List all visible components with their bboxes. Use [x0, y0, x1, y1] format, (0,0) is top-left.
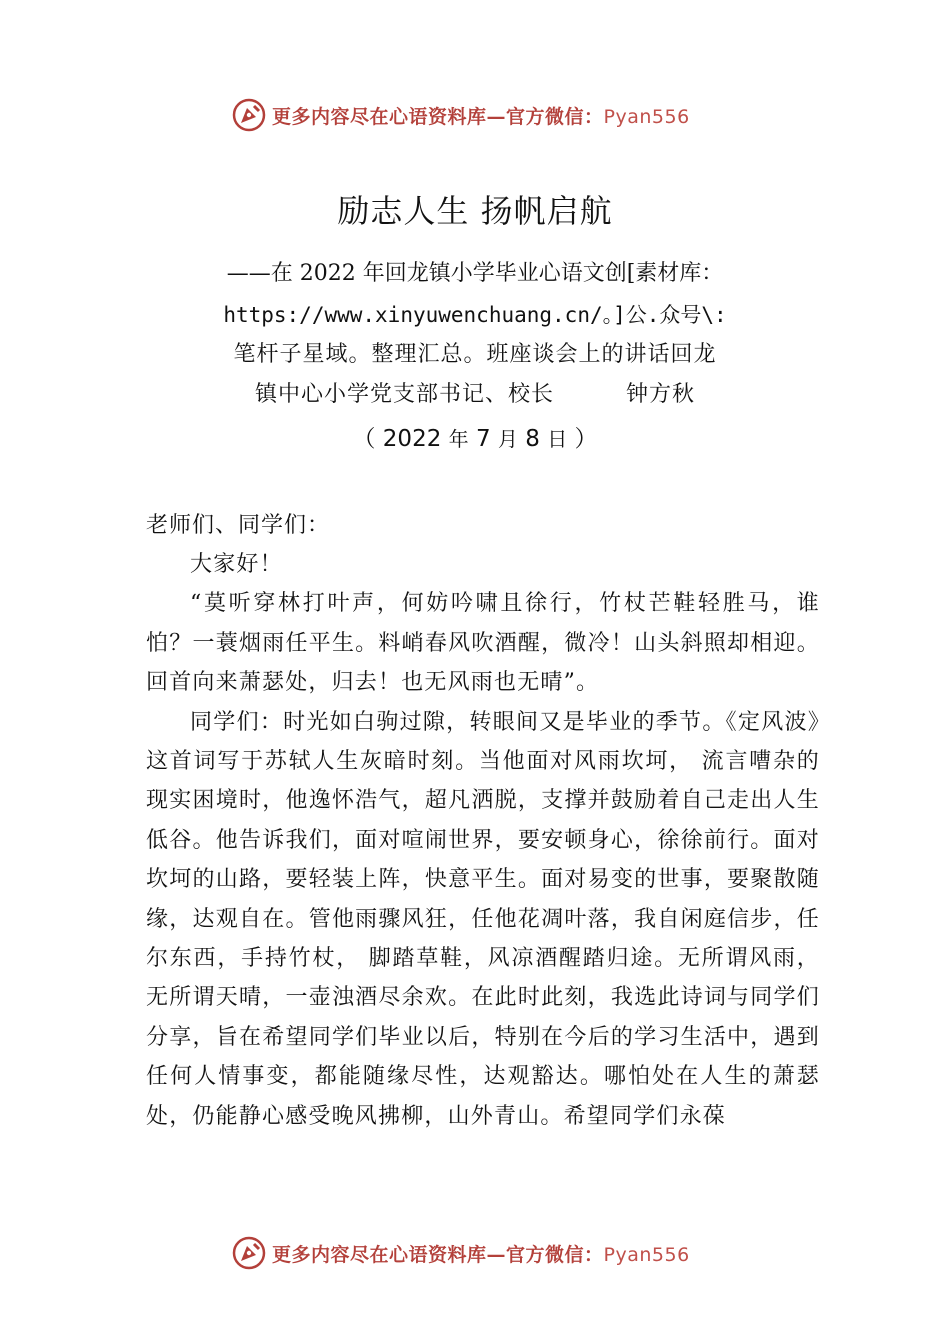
paragraph-greeting: 大家好！: [190, 552, 283, 577]
speech-body: [146, 545, 820, 1136]
footer-watermark-banner: [232, 1235, 690, 1271]
subtitle-line-2: https://www.xinyuwenchuang.cn/。]公.众号\:: [223, 303, 727, 327]
paragraph-main: 同学们：时光如白驹过隙，转眼间又是毕业的季节。《定风波》这首词写于苏轼人生灰暗时刻。当他面对风雨坎坷， 流言嘈杂的现实困境时，他逸怀浩气，超凡洒脱，支撑并鼓励着自己走出人生低谷。他告诉我们，面对喧闹世界，要安顿身心，徐徐前行。面对坎坷的山路，要轻装上阵，快意平生。面对易变的世事，要聚散随缘，达观自在。管他雨骤风狂，任他花凋叶落，我自闲庭信步，任尔东西，手持竹杖， 脚踏草鞋，风凉酒醒踏归途。无所谓风雨，无所谓天晴，一壶浊酒尽余欢。在此时此刻，我选此诗词与同学们分享，旨在希望同学们毕业以后，特别在今后的学习生活中，遇到任何人情事变，都能随缘尽性，达观豁达。哪怕处在人生的萧瑟处，仍能静心感受晚风拂柳，山外青山。希望同学们永葆: [146, 709, 820, 1129]
speech-date: （ 2022 年 7 月 8 日 ）: [352, 426, 598, 452]
subtitle-line-1: ——在 2022 年回龙镇小学毕业心语文创[素材库：: [226, 261, 724, 286]
paragraph-poem: “莫听穿林打叶声，何妨吟啸且徐行，竹杖芒鞋轻胜马，谁怕？一蓑烟雨任平生。料峭春风吹酒醒，微冷！山头斜照却相迎。回首向来萧瑟处，归去！也无风雨也无晴”。: [146, 591, 820, 696]
subtitle-line-3: 笔杆子星域。整理汇总。班座谈会上的讲话回龙: [233, 342, 717, 367]
banner-text: 更多内容尽在心语资料库—官方微信：Pyan556: [272, 105, 690, 128]
salutation: 老师们、同学们：: [146, 513, 331, 538]
header-watermark-banner: [232, 97, 690, 133]
document-title: 励志人生 扬帆启航: [337, 192, 613, 230]
speaker-name: 钟方秋: [626, 382, 696, 407]
subtitle-line-4: [0, 375, 950, 415]
banner-text: 更多内容尽在心语资料库—官方微信：Pyan556: [272, 1243, 690, 1266]
speaker-title: 镇中心小学党支部书记、校长: [254, 382, 554, 407]
pen-nib-logo-icon: [232, 98, 266, 132]
pen-nib-logo-icon: [232, 1236, 266, 1270]
